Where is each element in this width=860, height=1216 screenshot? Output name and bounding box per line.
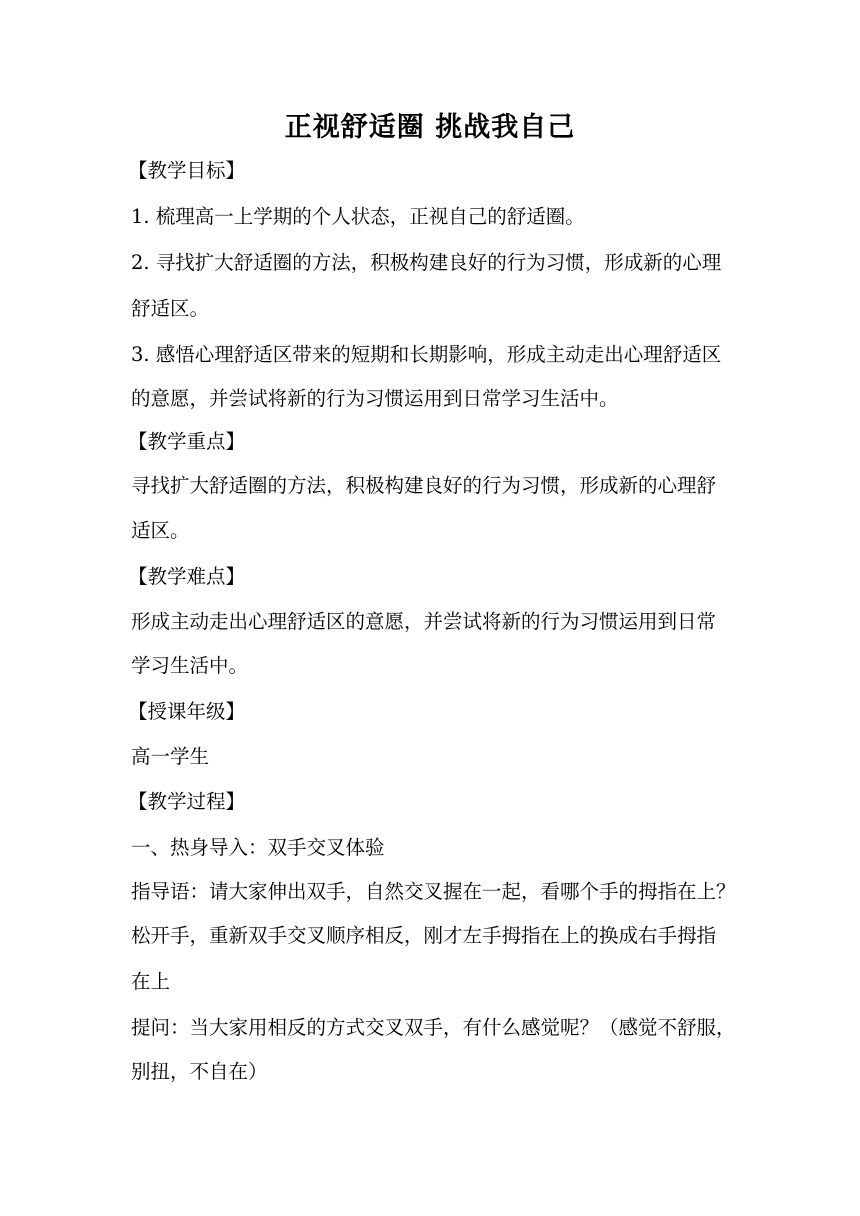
objective-3-line-1: 3. 感悟心理舒适区带来的短期和长期影响，形成主动走出心理舒适区	[131, 343, 722, 366]
document-title: 正视舒适圈 挑战我自己	[284, 112, 576, 143]
difficulties-line-1: 形成主动走出心理舒适区的意愿，并尝试将新的行为习惯运用到日常	[131, 610, 717, 633]
key-points-line-2: 适区。	[131, 519, 190, 542]
question-line-1: 提问：当大家用相反的方式交叉双手，有什么感觉呢？（感觉不舒服，	[131, 1016, 736, 1039]
objective-2-line-1: 2. 寻找扩大舒适圈的方法，积极构建良好的行为习惯，形成新的心理	[131, 251, 722, 274]
objective-3-line-2: 的意愿，并尝试将新的行为习惯运用到日常学习生活中。	[131, 387, 619, 410]
section-heading-difficulties: 【教学难点】	[128, 565, 246, 588]
instruction-line-1: 指导语：请大家伸出双手，自然交叉握在一起，看哪个手的拇指在上？	[131, 880, 736, 903]
section-heading-objectives: 【教学目标】	[128, 159, 246, 182]
section-heading-key-points: 【教学重点】	[128, 430, 246, 453]
instruction-line-3: 在上	[131, 970, 171, 993]
question-line-2: 别扭，不自在）	[131, 1060, 268, 1083]
objective-2-line-2: 舒适区。	[131, 297, 210, 320]
key-points-line-1: 寻找扩大舒适圈的方法，积极构建良好的行为习惯，形成新的心理舒	[131, 474, 717, 497]
instruction-line-2: 松开手，重新双手交叉顺序相反，刚才左手拇指在上的换成右手拇指	[131, 924, 717, 947]
difficulties-line-2: 学习生活中。	[131, 654, 249, 677]
grade-line: 高一学生	[131, 745, 210, 768]
section-heading-process: 【教学过程】	[128, 790, 246, 813]
process-step-1-heading: 一、热身导入：双手交叉体验	[131, 836, 385, 859]
section-heading-grade: 【授课年级】	[128, 700, 246, 723]
objective-1-line: 1. 梳理高一上学期的个人状态，正视自己的舒适圈。	[131, 205, 585, 228]
